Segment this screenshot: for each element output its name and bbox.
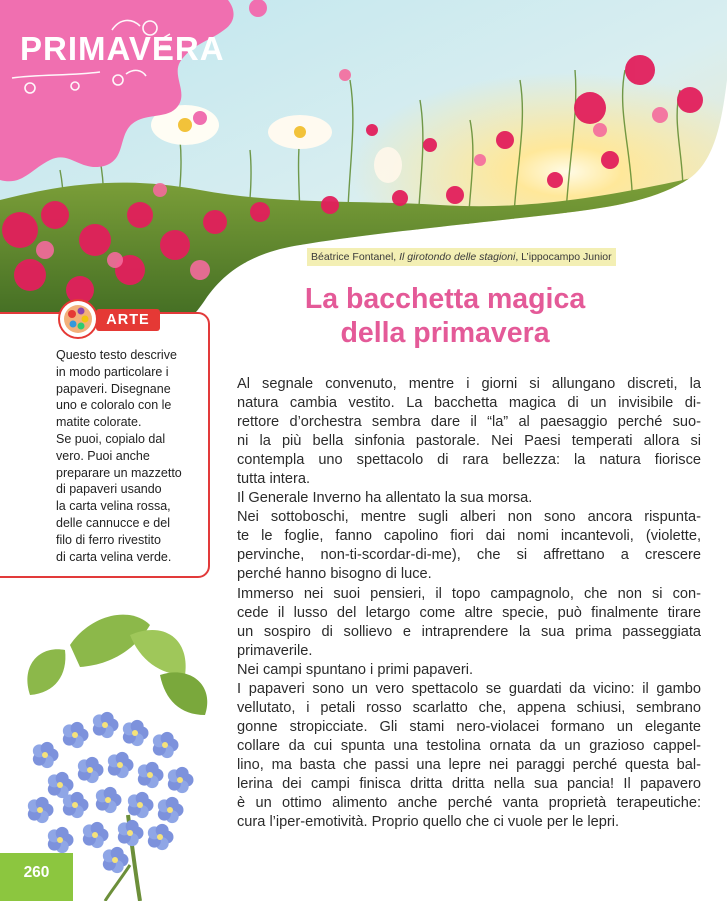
main-text (237, 375, 701, 832)
forget-me-not-bloom (48, 827, 74, 853)
forget-me-not-bloom (78, 757, 104, 783)
forget-me-not-bloom (83, 822, 109, 848)
arte-text-line: vero. Puoi anche (56, 448, 150, 463)
title-line-1: La bacchetta magica (304, 283, 586, 315)
forget-me-not-bloom (123, 720, 149, 746)
forget-me-not-bloom (33, 742, 59, 768)
text-line: cura l’iper-emotività. Proprio quello che ci vuole per le lepri. (237, 814, 620, 831)
text-line: Al segnale convenuto, mentre i giorni si allungano discreti, la (237, 376, 701, 392)
text-line: perché hanno bisogno di luce. (237, 566, 432, 583)
arte-text-line: di papaveri usando (56, 482, 162, 497)
text-line: Nei sottoboschi, mentre sugli alberi non sono ancora rispunta- (237, 509, 701, 526)
text-line: te le foglie, fanno capolino fiori dai nomi incantevoli, (violette, (237, 528, 701, 545)
text-line: primaverile. (237, 642, 313, 659)
forget-me-not-bloom (28, 797, 54, 823)
text-line: Nei campi spuntano i primi papaveri. (237, 661, 474, 678)
arte-text-line: la carta velina rossa, (56, 499, 171, 514)
text-line: un sospiro di sollievo e intraprendere la sua prima passeggiata (237, 623, 701, 640)
forget-me-not-bloom (63, 722, 89, 748)
citation-publisher: , L’ippocampo Junior (515, 251, 612, 263)
text-line: cede il lusso del letargo come altre specie, può finalmente tirare (237, 604, 701, 621)
forget-me-not-bloom (153, 732, 179, 758)
citation-work: Il girotondo delle stagioni (399, 251, 516, 263)
forget-me-not-bloom (48, 772, 74, 798)
forget-me-not-bloom (148, 824, 174, 850)
arte-text-line: filo di ferro rivestito (56, 532, 161, 547)
text-line: contempla uno spettacolo di rara bellezza: la natura fiorisce (237, 452, 701, 469)
text-line: lino, ma basta che passi una lepre nei paraggi perché questa bal- (237, 756, 701, 773)
forget-me-not-bloom (118, 820, 144, 846)
forget-me-not-bloom (158, 797, 184, 823)
text-line: gonne stropicciate. Gli stami nero-violacei formano un elegante (237, 718, 701, 735)
text-line: vellutato, i petali rosso scarlatto che, appena schiusi, sembrano (237, 699, 701, 716)
text-line: pervinche, non-ti-scordar-di-me), che si affrettano a crescere (237, 547, 701, 564)
text-line: Il Generale Inverno ha allentato la sua morsa. (237, 490, 533, 507)
arte-text-line: matite colorate. (56, 415, 142, 430)
forget-me-not-bloom (128, 792, 154, 818)
text-line: collare da cui spunta una testolina ornata da un grazioso cappel- (237, 737, 701, 754)
arte-label: ARTE (96, 309, 160, 331)
arte-text-line: in modo particolare i (56, 364, 169, 379)
arte-text-line: Questo testo descrive (56, 348, 177, 362)
arte-text-line: delle cannucce e del (56, 515, 170, 530)
forget-me-not-bloom (93, 712, 119, 738)
text-line: tutta intera. (237, 471, 311, 488)
text-line: è un ottimo alimento anche perché vanta proprietà terapeutiche: (237, 795, 701, 812)
forget-me-not-bloom (103, 847, 129, 873)
text-line: Immerso nei suoi pensieri, il topo campagnolo, che non si con- (237, 585, 701, 602)
arte-instructions (56, 347, 206, 565)
forget-me-not-bloom (63, 792, 89, 818)
section-badge: PRIMAVERA (20, 30, 225, 67)
text-line: lerina dei campi finisca dritta dritta nella sua pancia! Il papavero (237, 775, 701, 792)
text-line: natura cambia vestito. La bacchetta magica di un invisibile di- (237, 395, 701, 412)
forget-me-not-bloom (96, 787, 122, 813)
arte-text-line: uno e coloralo con le (56, 398, 172, 413)
arte-text-line: preparare un mazzetto (56, 465, 182, 480)
header-photo (0, 0, 727, 330)
page-number: 260 (0, 853, 73, 901)
forget-me-not-bloom (138, 762, 164, 788)
title-line-2: della primavera (340, 317, 550, 349)
text-line: rettore d’orchestra sembra dare il “la” al paesaggio perché suo- (237, 414, 701, 431)
palette-icon (58, 299, 98, 339)
forget-me-not-bloom (168, 767, 194, 793)
citation-author: Béatrice Fontanel, (311, 251, 400, 263)
source-citation (307, 248, 616, 266)
text-line: I papaveri sono un vero spettacolo se guardati da vicino: il gambo (237, 680, 701, 697)
arte-text-line: papaveri. Disegnane (56, 381, 171, 396)
forget-me-not-bloom (108, 752, 134, 778)
page-title (275, 282, 615, 350)
arte-text-line: Se puoi, copialo dal (56, 431, 166, 446)
arte-text-line: di carta velina verde. (56, 549, 172, 564)
text-line: ni la più bella sinfonia pastorale. Nei Paesi temperati allora si (237, 433, 701, 450)
